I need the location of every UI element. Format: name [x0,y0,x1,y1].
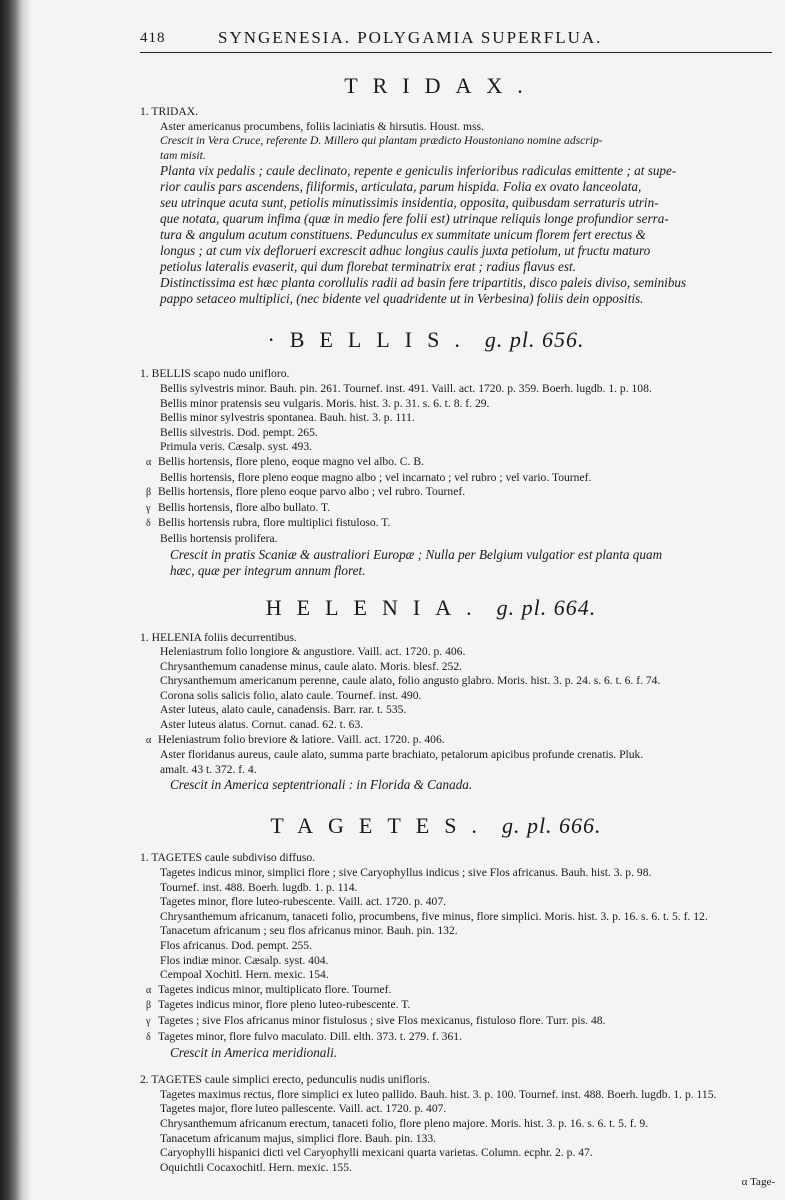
synonym-line [140,1088,772,1103]
line-text: Aster luteus, alato caule, canadensis. Barr. rar. t. 535. [160,703,407,717]
text-line [140,105,772,120]
synonym-line [140,866,772,881]
genus-heading: HELENIA. g. pl. 664. [265,594,597,620]
line-text: Crescit in pratis Scaniæ & australiori Europæ ; Nulla per Belgium vulgatior est planta quam [170,546,663,562]
synonym-line [140,703,772,718]
variety-marker: γ [146,502,151,514]
variety-marker: α [146,734,152,746]
line-text: Chrysanthemum africanum erectum, tanaceti folio, flore pleno majore. Moris. hist. 3. p. 16. s. 6. t. 5. f. 9. [160,1116,649,1130]
line-text: 1. BELLIS scapo nudo unifloro. [140,367,290,381]
line-text: seu utrinque acuta sunt, petiolis minutissimis insidentia, opposita, quibusdam serraturis utrin- [160,195,659,211]
helenia-text [140,631,772,778]
line-text: Corona solis salicis folio, alato caule. Tournef. inst. 490. [160,688,422,702]
text-line [140,195,772,211]
line-text: Crescit in America septentrionali : in Florida & Canada. [170,777,473,793]
section-tagetes [140,813,772,1175]
synonym-line [140,1161,772,1176]
line-text: Bellis silvestris. Dod. pempt. 265. [160,425,318,439]
synonym-line [140,397,772,412]
line-text: Tagetes maximus rectus, flore simplici ex luteo pallido. Bauh. hist. 3. p. 100. Tournef. inst. 488. Boerh. lugdb. 1. p. 115. [160,1087,717,1101]
text-line [140,163,772,179]
text-line [140,149,772,164]
synonym-line [140,1132,772,1147]
synonym-line [140,689,772,704]
line-text: que notata, quarum infima (quæ in medio fere folii est) utrinque reliquis longe profundior serra- [160,211,669,227]
synonym-line [140,954,772,969]
line-text: Aster luteus alatus. Cornut. canad. 62. t. 63. [160,718,364,732]
synonym-line [140,924,772,939]
variety-marker: α [146,456,152,468]
line-text: Bellis hortensis, flore pleno eoque magno albo ; vel incarnato ; vel rubro ; vel vario. Tournef. [160,470,592,484]
line-text: Tournef. inst. 488. Boerh. lugdb. 1. p. 114. [160,880,358,894]
synonym-line [140,660,772,675]
line-text: petiolus lateralis evaserit, qui dum florebat terminatrix erat ; radius flavus est. [160,259,576,275]
synonym-line [140,1030,772,1046]
genus-heading: TRIDAX. [344,73,538,98]
text-line [140,275,772,291]
line-text: Tagetes indicus minor, flore pleno luteo-rubescente. T. [158,998,411,1012]
line-text: longus ; at cum vix deflorueri excrescit adhuc longius caulis juxta petiolum, ut fructu maturo [160,243,651,259]
synonym-line [140,674,772,689]
synonym-line [140,485,772,501]
genus-heading: TAGETES. g. pl. 666. [270,813,602,839]
species-line [140,851,772,866]
synonym-line [140,1146,772,1161]
line-text: 1. HELENIA foliis decurrentibus. [140,630,297,644]
section-bellis [140,327,772,578]
line-text: Chrysanthemum africanum, tanaceti folio, procumbens, five minus, flore simplici. Moris. hist. 3. p. 16. s. 6. t. 5. f. 12. [160,909,708,923]
header-rule [140,52,772,53]
line-text: Chrysanthemum americanum perenne, caule alato, folio angusto glabro. Moris. hist. 3. p. 24. s. 6. t. 6. f. 74. [160,674,661,688]
line-text: Tagetes indicus minor, multiplicato flore. Tournef. [158,982,392,996]
variety-marker: β [146,487,152,499]
variety-marker: γ [146,1015,151,1027]
line-text: Planta vix pedalis ; caule declinato, repente e geniculis inferioribus radiculas emittente ; at supe- [160,163,677,179]
page-number: 418 [140,30,166,46]
synonym-line [140,501,772,517]
line-text: Bellis hortensis, flore pleno, eoque magno vel albo. C. B. [158,454,424,468]
synonym-line [140,939,772,954]
species-line [140,1073,772,1088]
text-line [140,227,772,243]
text-line [140,134,772,149]
line-text: amalt. 43 t. 372. f. 4. [160,762,257,776]
genus-heading: ·BELLIS. g. pl. 656. [267,327,585,353]
text-line [140,211,772,227]
line-text: hæc, quæ per integrum annum floret. [170,562,366,578]
line-text: Heleniastrum folio breviore & latiore. Vaill. act. 1720. p. 406. [158,732,445,746]
line-text: Tanacetum africanum majus, simplici flore. Bauh. pin. 133. [160,1131,437,1145]
tagetes-text-1 [140,851,772,1045]
synonym-line [140,455,772,471]
section-tridax [140,73,772,307]
line-text: Bellis hortensis prolifera. [160,531,278,545]
synonym-line [140,895,772,910]
text-line [140,120,772,135]
line-text: Flos indiæ minor. Cæsalp. syst. 404. [160,953,329,967]
text-line [140,243,772,259]
synonym-line [140,1117,772,1132]
line-text: Aster floridanus aureus, caule alato, summa parte brachiato, petalorum apicibus profunde crenatis. Pluk. [160,748,644,762]
line-text: pappo setaceo multiplici, (nec bidente vel quadridente ut in Verbesina) foliis dein oppositis. [160,291,644,307]
synonym-line [140,411,772,426]
synonym-line [140,763,772,778]
line-text: 1. TRIDAX. [140,105,199,118]
tridax-text [140,105,772,307]
catchword: α Tage- [741,1176,775,1188]
synonym-line [140,998,772,1014]
variety-marker: δ [146,1031,151,1043]
synonym-line [140,968,772,983]
synonym-line [140,1102,772,1117]
line-text: Cempoal Xochitl. Hern. mexic. 154. [160,968,329,982]
crescit-line [170,547,772,563]
variety-marker: δ [146,518,151,530]
synonym-line [140,471,772,486]
line-text: Primula veris. Cæsalp. syst. 493. [160,440,313,454]
synonym-line [140,382,772,397]
text-line [140,179,772,195]
synonym-line [140,733,772,749]
synonym-line [140,881,772,896]
line-text: Bellis minor pratensis seu vulgaris. Moris. hist. 3. p. 31. s. 6. t. 8. f. 29. [160,396,490,410]
line-text: Flos africanus. Dod. pempt. 255. [160,939,312,952]
synonym-line [140,516,772,532]
line-text: Tagetes major, flore luteo pallescente. Vaill. act. 1720. p. 407. [160,1102,447,1116]
bellis-crescit [140,547,772,579]
line-text: Bellis sylvestris minor. Bauh. pin. 261. Tournef. inst. 491. Vaill. act. 1720. p. 359. Boerh. lugdb. 1. p. 108. [160,381,652,395]
running-title: SYNGENESIA. POLYGAMIA SUPERFLUA. [218,28,603,47]
species-line [140,631,772,646]
line-text: rior caulis pars ascendens, filiformis, articulata, parum hispida. Folia ex ovato lanceolata, [160,179,642,195]
line-text: Caryophylli hispanici dicti vel Caryophylli mexicani quarta varietas. Column. ecphr. 2. p. 47. [160,1146,593,1160]
running-header [140,28,772,50]
line-text: Tagetes minor, flore luteo-rubescente. Vaill. act. 1720. p. 407. [160,895,447,909]
line-text: tura & angulum acutum constituens. Pedunculus ex summitate unicum florem fert erectus & [160,227,646,243]
line-text: 1. TAGETES caule subdiviso diffuso. [140,851,316,865]
tagetes-text-2 [140,1073,772,1175]
line-text: Tagetes indicus minor, simplici flore ; sive Caryophyllus indicus ; sive Flos africanus. Bauh. hist. 3. p. 98. [160,866,652,880]
helenia-crescit [140,777,772,793]
text-line [140,259,772,275]
synonym-line [140,426,772,441]
line-text: Bellis hortensis, flore albo bullato. T. [158,500,331,514]
line-text: Crescit in Vera Cruce, referente D. Millero qui plantam prædicto Houstoniano nomine adscrip- [160,134,603,148]
line-text: Tanacetum africanum ; seu flos africanus minor. Bauh. pin. 132. [160,924,458,938]
synonym-line [140,645,772,660]
variety-marker: β [146,1000,152,1012]
line-text: Bellis minor sylvestris spontanea. Bauh. hist. 3. p. 111. [160,411,415,425]
species-line [140,367,772,382]
line-text: Bellis hortensis, flore pleno eoque parvo albo ; vel rubro. Tournef. [158,485,466,499]
crescit-line [170,777,772,793]
synonym-line [140,440,772,455]
synonym-line [140,910,772,925]
line-text: Bellis hortensis rubra, flore multiplici fistuloso. T. [158,516,391,530]
line-text: Tagetes minor, flore fulvo maculato. Dill. elth. 373. t. 279. f. 361. [158,1029,462,1043]
section-helenia [140,595,772,794]
synonym-line [140,983,772,999]
line-text: 2. TAGETES caule simplici erecto, pedunculis nudis unifloris. [140,1073,430,1087]
book-page [140,28,772,1188]
line-text: Heleniastrum folio longiore & angustiore. Vaill. act. 1720. p. 406. [160,645,466,659]
line-text: tam misit. [160,148,206,162]
line-text: Oquichtli Cocaxochitl. Hern. mexic. 155. [160,1160,352,1174]
page-edge-shadow [0,0,22,1200]
line-text: Aster americanus procumbens, foliis laciniatis & hirsutis. Houst. mss. [160,119,484,133]
page-edge-fade [22,0,32,1200]
crescit-line [170,563,772,579]
text-line [140,291,772,307]
synonym-line [140,532,772,547]
bellis-text [140,367,772,546]
synonym-line [140,748,772,763]
tagetes-crescit: Crescit in America meridionali. [170,1045,338,1061]
synonym-line [140,718,772,733]
variety-marker: α [146,984,152,996]
line-text: Chrysanthemum canadense minus, caule alato. Moris. blesf. 252. [160,659,463,673]
synonym-line [140,1014,772,1030]
line-text: Tagetes ; sive Flos africanus minor fistulosus ; sive Flos mexicanus, fistuloso flore. Turr. pis. 48. [158,1013,606,1027]
line-text: Distinctissima est hæc planta corollulis radii ad basin fere tripartitis, disco paleis diviso, seminibus [160,275,687,291]
